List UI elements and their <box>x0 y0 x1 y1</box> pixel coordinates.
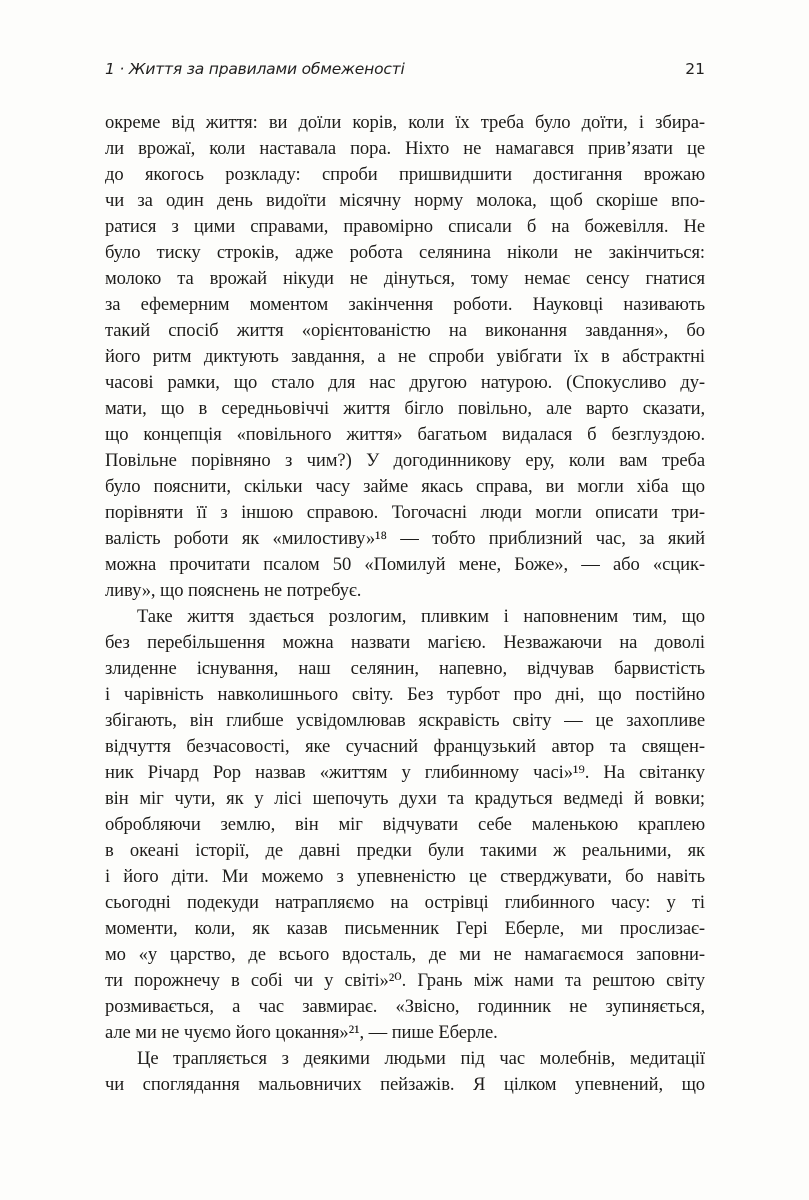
text-line: і його діти. Ми можемо з упевненістю це стверджувати, бо навіть <box>105 866 705 887</box>
text-line: обробляючи землю, він міг відчувати себе маленькою краплею <box>105 814 705 835</box>
text-line: було тиску строків, адже робота селянина ніколи не закінчиться: <box>105 242 705 263</box>
text-line: збігають, він глибше усвідомлював яскравість світу — це захопливе <box>105 710 705 731</box>
text-line: і чарівність навколишнього світу. Без турбот про дні, що постійно <box>105 684 705 705</box>
text-line: сьогодні подекуди натрапляємо на острівці глибинного часу: у ті <box>105 892 705 913</box>
text-line: відчуття безчасовості, яке сучасний французький автор та священ- <box>105 736 705 757</box>
running-header <box>105 60 705 78</box>
text-line: мо «у царство, де всього вдосталь, де ми не намагаємося заповни- <box>105 944 705 965</box>
text-line: в океані історії, де давні предки були такими ж реальними, як <box>105 840 705 861</box>
text-line: моменти, коли, як казав письменник Гері Еберле, ми прослизає- <box>105 918 705 939</box>
text-line: Таке життя здається розлогим, пливким і наповненим тим, що <box>137 606 705 627</box>
text-line: за ефемерним моментом закінчення роботи. Науковці називають <box>105 294 705 315</box>
text-line: Це трапляється з деякими людьми під час молебнів, медитації <box>137 1048 705 1069</box>
text-line: ли врожаї, коли наставала пора. Ніхто не намагався прив’язати це <box>105 138 705 159</box>
chapter-title: 1 · Життя за правилами обмеженості <box>105 60 405 78</box>
text-line: ти порожнечу в собі чи у світі»²⁰. Грань між нами та рештою світу <box>105 970 705 991</box>
text-line: до якогось розкладу: спроби пришвидшити достигання врожаю <box>105 164 705 185</box>
text-line: чи за один день видоїти місячну норму молока, щоб скоріше впо- <box>105 190 705 211</box>
text-line: ливу», що пояснень не потребує. <box>105 580 362 601</box>
text-line: розмивається, а час завмирає. «Звісно, годинник не зупиняється, <box>105 996 705 1017</box>
text-line: можна прочитати псалом 50 «Помилуй мене, Боже», — або «сцик- <box>105 554 705 575</box>
text-line: що концепція «повільного життя» багатьом видалася б безглуздою. <box>105 424 705 445</box>
text-line: Повільне порівняно з чим?) У догодинникову еру, коли вам треба <box>105 450 705 471</box>
text-line: порівняти її з іншою справою. Тогочасні люди могли описати три- <box>105 502 705 523</box>
text-line: його ритм диктують завдання, а не спроби увібгати їх в абстрактні <box>105 346 705 367</box>
text-line: але ми не чуємо його цокання»²¹, — пише Еберле. <box>105 1022 498 1043</box>
text-line: без перебільшення можна назвати магією. Незважаючи на доволі <box>105 632 705 653</box>
text-line: валість роботи як «милостиву»¹⁸ — тобто приблизний час, за який <box>105 528 705 549</box>
page-number: 21 <box>685 60 705 78</box>
text-line: злиденне існування, наш селянин, напевно, відчував барвистість <box>105 658 705 679</box>
text-line: ратися з цими справами, правомірно списали б на божевілля. Не <box>105 216 705 237</box>
body-text <box>105 110 705 1098</box>
text-line: він міг чути, як у лісі шепочуть духи та крадуться ведмеді й вовки; <box>105 788 705 809</box>
text-line: такий спосіб життя «орієнтованістю на виконання завдання», бо <box>105 320 705 341</box>
text-line: молоко та врожай нікуди не дінуться, тому немає сенсу гнатися <box>105 268 705 289</box>
text-line: чи споглядання мальовничих пейзажів. Я цілком упевнений, що <box>105 1074 705 1095</box>
text-line: мати, що в середньовіччі життя бігло повільно, але варто сказати, <box>105 398 705 419</box>
text-line: часові рамки, що стало для нас другою натурою. (Спокусливо ду- <box>105 372 705 393</box>
text-line: окреме від життя: ви доїли корів, коли їх треба було доїти, і збира- <box>105 112 705 133</box>
text-line: було пояснити, скільки часу займе якась справа, ви могли хіба що <box>105 476 705 497</box>
text-line: ник Річард Рор назвав «життям у глибинному часі»¹⁹. На світанку <box>105 762 705 783</box>
